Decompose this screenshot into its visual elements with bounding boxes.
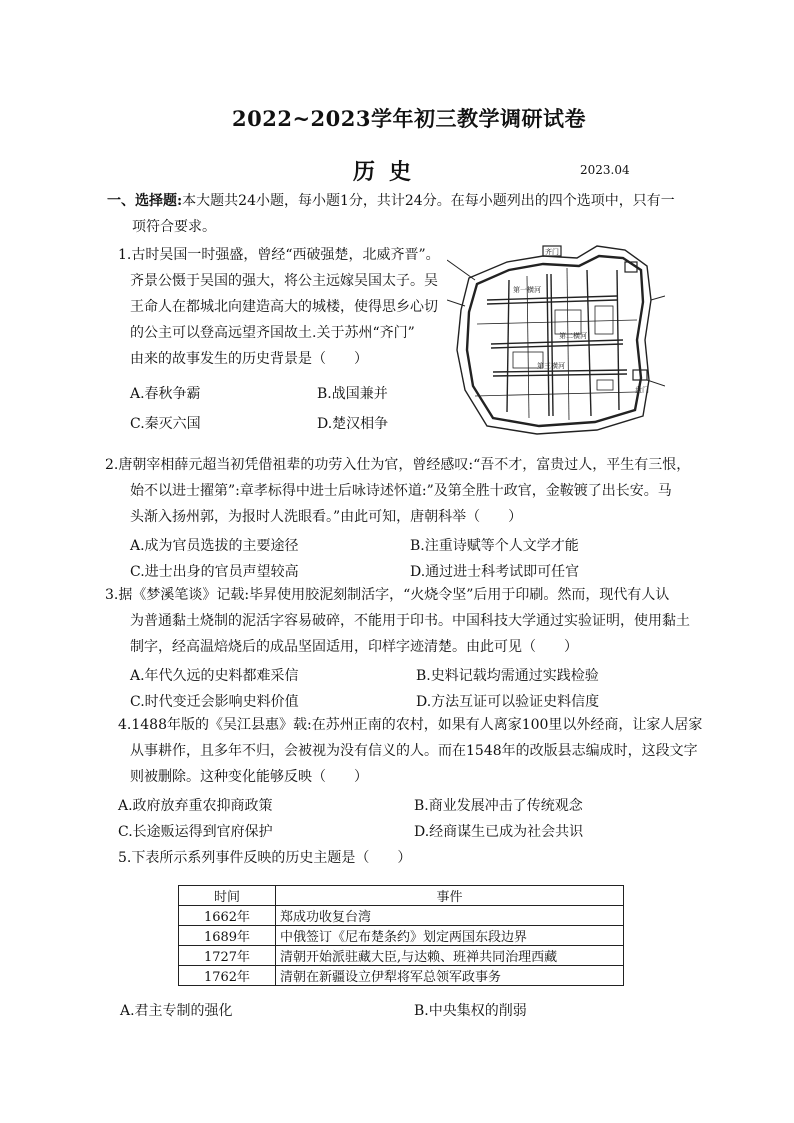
- question-5-option-a[interactable]: A.君主专制的强化: [120, 1003, 233, 1019]
- question-3-option-a[interactable]: A.年代久远的史料都难采信: [130, 668, 299, 684]
- suzhou-city-map: [447, 240, 665, 440]
- question-5-stem: 5.下表所示系列事件反映的历史主题是（ ）: [118, 850, 412, 866]
- table-row: [179, 946, 624, 966]
- map-label-qimen: 齐门: [545, 248, 559, 256]
- table-header-time: 时间: [179, 886, 276, 906]
- section-text-line2: 项符合要求。: [132, 219, 216, 235]
- question-1-line: 王命人在都城北向建造高大的城楼，使得思乡心切: [130, 299, 438, 315]
- question-2-option-c[interactable]: C.进士出身的官员声望较高: [130, 564, 299, 580]
- table-cell-time: 1689年: [179, 926, 276, 946]
- table-row: [179, 966, 624, 986]
- table-cell-event: 清朝在新疆设立伊犁将军总领军政事务: [276, 966, 624, 986]
- question-1-option-d[interactable]: D.楚汉相争: [317, 416, 389, 432]
- question-4-line: 则被删除。这种变化能够反映（ ）: [130, 769, 368, 785]
- question-2-option-b[interactable]: B.注重诗赋等个人文学才能: [410, 538, 579, 554]
- table-cell-time: 1762年: [179, 966, 276, 986]
- table-cell-event: 清朝开始派驻藏大臣,与达赖、班禅共同治理西藏: [276, 946, 624, 966]
- section-instruction: [107, 188, 675, 214]
- question-1-line: 的公主可以登高远望齐国故土.关于苏州“齐门”: [130, 325, 415, 341]
- question-1-line: 由来的故事发生的历史背景是（ ）: [130, 351, 368, 367]
- exam-date: 2023.04: [580, 163, 630, 177]
- question-1-option-a[interactable]: A.春秋争霸: [130, 386, 201, 402]
- subject-title: 历史: [353, 159, 426, 185]
- table-header-event: 事件: [276, 886, 624, 906]
- map-label-canal-1: 第一横河: [513, 286, 541, 294]
- question-3-line: 为普通黏土烧制的泥活字容易破碎，不能用于印书。中国科技大学通过实验证明，使用黏土: [130, 613, 690, 629]
- question-4-option-a[interactable]: A.政府放弃重农抑商政策: [118, 798, 273, 814]
- question-3-line: 3.据《梦溪笔谈》记载:毕昇使用胶泥刻制活字，“火烧令坚”后用于印刷。然而，现代有人认: [105, 587, 670, 603]
- table-row: [179, 926, 624, 946]
- question-1-option-b[interactable]: B.战国兼并: [317, 386, 388, 402]
- map-label-canal-2: 第二横河: [559, 332, 587, 340]
- question-3-option-c[interactable]: C.时代变迁会影响史料价值: [130, 694, 299, 710]
- question-4-line: 从事耕作，且多年不归，会被视为没有信义的人。而在1548年的改版县志编成时，这段文字: [130, 743, 698, 759]
- question-4-option-d[interactable]: D.经商谋生已成为社会共识: [414, 824, 584, 840]
- table-cell-event: 中俄签订《尼布楚条约》划定两国东段边界: [276, 926, 624, 946]
- table-row: [179, 906, 624, 926]
- question-4-option-c[interactable]: C.长途贩运得到官府保护: [118, 824, 273, 840]
- question-2-line: 2.唐朝宰相薛元超当初凭借祖辈的功劳入仕为官，曾经感叹:“吾不才，富贵过人，平生有三恨，: [105, 457, 691, 473]
- section-text-line1: 本大题共24小题，每小题1分，共计24分。在每小题列出的四个选项中，只有一: [182, 193, 675, 209]
- section-label: 一、选择题:: [107, 193, 183, 209]
- question-2-option-a[interactable]: A.成为官员选拔的主要途径: [130, 538, 299, 554]
- question-3-line: 制字，经高温焙烧后的成品坚固适用，印样字迹清楚。由此可见（ ）: [130, 639, 578, 655]
- table-cell-time: 1727年: [179, 946, 276, 966]
- question-1-line: 齐景公慑于吴国的强大，将公主远嫁吴国太子。吴: [130, 273, 438, 289]
- table-cell-time: 1662年: [179, 906, 276, 926]
- question-3-option-b[interactable]: B.史料记载均需通过实践检验: [416, 668, 599, 684]
- table-header-row: [179, 886, 624, 906]
- question-1-line: 1.古时吴国一时强盛，曾经“西破强楚，北威齐晋”。: [118, 247, 440, 263]
- question-5-option-b[interactable]: B.中央集权的削弱: [414, 1003, 527, 1019]
- events-table: [178, 885, 624, 986]
- map-label-panmen: 盘门: [635, 386, 649, 394]
- question-1-option-c[interactable]: C.秦灭六国: [130, 416, 201, 432]
- question-4-option-b[interactable]: B.商业发展冲击了传统观念: [414, 798, 583, 814]
- exam-title: 2022~2023学年初三教学调研试卷: [232, 106, 586, 131]
- question-2-line: 头渐入扬州郭，为报时人洗眼看。”由此可知，唐朝科举（ ）: [130, 509, 523, 525]
- question-2-option-d[interactable]: D.通过进士科考试即可任官: [410, 564, 580, 580]
- question-2-line: 始不以进士擢第”:章孝标得中进士后咏诗述怀道:”及第全胜十政官，金鞍镀了出长安。马: [130, 483, 672, 499]
- table-cell-event: 郑成功收复台湾: [276, 906, 624, 926]
- question-3-option-d[interactable]: D.方法互证可以验证史料信度: [416, 694, 600, 710]
- map-label-canal-3: 第三横河: [537, 362, 565, 370]
- question-4-line: 4.1488年版的《吴江县惠》载:在苏州正南的农村，如果有人离家100里以外经商，让家人居家: [118, 717, 703, 733]
